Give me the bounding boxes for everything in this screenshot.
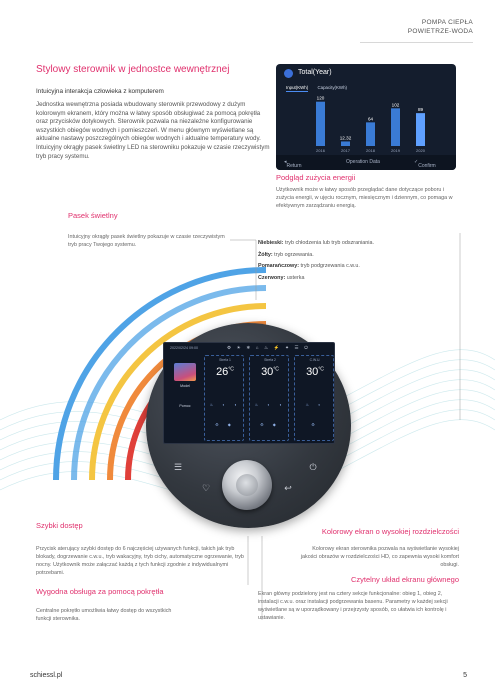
zone-temp-unit: °C	[318, 366, 324, 373]
confirm-button[interactable]: ✓ Confirm	[414, 159, 436, 169]
section-title: Stylowy sterownik w jednostce wewnętrznej	[36, 64, 230, 75]
footer-website[interactable]: schiessl.pl	[30, 672, 63, 679]
zone-temp-value: 30	[261, 366, 274, 378]
color-name: Pomarańczowy:	[258, 263, 300, 269]
page-number: 5	[463, 672, 467, 679]
zone-2[interactable]	[249, 355, 289, 441]
status-icons: ⚙ ☀ ❄ ⌂ ♨ ⚡ ✦ ☰ ⏻	[227, 345, 310, 350]
section-subtitle: Intuicyjna interakcja człowieka z komputerem	[36, 88, 164, 95]
zone-temperature	[250, 366, 290, 378]
zone-1[interactable]	[204, 355, 244, 441]
light-bar-body: Intuicyjny okrągły pasek świetlny pokazuje w czasie rzeczywistym tryb pracy Twojego systemu.	[68, 234, 225, 248]
zone-icons-2: ⚙ ◆	[260, 422, 280, 427]
chart-category-label: 2020	[416, 148, 425, 153]
controller-screen	[163, 342, 335, 444]
screen-title: Total(Year)	[298, 69, 332, 76]
intro-paragraph: Jednostka wewnętrzna posiada wbudowany sterownik przewodowy z dużym kolorowym ekranem, który można w łatwy sposób obsługiwać za pomocą pokrętła oraz przycisków dotykowych. Sterownik pozwala na niezależne konfigurowanie wszystkich obiegów wodnych i pomieszczeń. W menu głównym wyświetlane są aktualne nastawy poszczególnych obiegów wodnych i aktualne temperatury wody. Intuicyjny okrągły pasek świetlny LED na sterowniku pokazuje w czasie rzeczywistym tryb pracy systemu.	[36, 101, 270, 160]
main-layout-title: Czytelny układ ekranu głównego	[351, 575, 459, 584]
back-icon[interactable]: ↩	[284, 483, 292, 493]
color-item-orange	[258, 261, 374, 273]
power-icon[interactable]: ⏻	[309, 462, 317, 472]
zone-temperature	[205, 366, 245, 378]
house-icon	[174, 363, 196, 381]
chart-category-label: 2017	[341, 148, 350, 153]
zone-icons-2: ⚙	[311, 422, 319, 427]
header-divider	[360, 42, 473, 43]
rotary-knob[interactable]	[222, 460, 272, 510]
color-item-yellow	[258, 250, 374, 262]
color-desc: tryb ogrzewania.	[272, 251, 314, 258]
quick-access-body: Przycisk aterujący szybki dostęp do 6 najczęściej używanych funkcji, takich jak tryb blokady, dogrzewanie c.w.u., tryb wakacyjny, tryb cichy, automatyczne ogrzewanie, tryb nocny. Użytkownik może załączać każdą z tych funkcji zgodnie z indywidualnymi potrzebami.	[36, 546, 244, 576]
zone-dhw[interactable]	[294, 355, 334, 441]
chart-category-label: 2016	[316, 148, 325, 153]
knob-control-title: Wygodna obsługa za pomocą pokrętła	[36, 587, 164, 596]
zone-temp-unit: °C	[228, 366, 234, 373]
zone-icons: ♨ ◐	[305, 402, 325, 407]
help-label: Pomoc	[179, 404, 191, 408]
color-desc: usterka	[285, 274, 305, 281]
chart-value-label: 102	[391, 102, 400, 108]
color-legend	[258, 238, 374, 284]
color-desc: tryb chłodzenia lub tryb odszraniania.	[283, 240, 374, 246]
zone-icons-2: ⚙ ◆	[215, 422, 235, 427]
header-line-1: POMPA CIEPŁA	[421, 19, 473, 26]
zone-icons: ♨ ◐ ◑	[254, 402, 286, 407]
light-bar-title: Pasek świetlny	[68, 211, 118, 220]
chart-category-label: 2019	[391, 148, 400, 153]
color-item-red	[258, 273, 374, 285]
zone-temp-value: 26	[216, 366, 229, 378]
knob-control-body: Centralne pokrętło umożliwia łatwy dostęp do wszystkich funkcji sterownika.	[36, 608, 172, 622]
chart-value-label: 12.32	[339, 135, 352, 141]
zone-label: C.W.U.	[309, 358, 321, 362]
quick-access-title: Szybki dostęp	[36, 521, 83, 530]
zone-label: Strefa 1	[219, 358, 231, 362]
energy-preview-body: Użytkownik może w łatwy sposób przeglądać dane dotyczące poboru i zużycia energii, w ujęciu rocznym, miesięcznym i dziennym, co pomaga w efektywnym zarządzaniu energią.	[276, 187, 453, 209]
color-desc: tryb podgrzewania c.w.u.	[299, 263, 360, 269]
color-item-blue	[258, 238, 374, 250]
knob-center	[236, 474, 258, 496]
color-name: Niebieski:	[258, 240, 284, 246]
energy-bar-chart	[276, 90, 456, 155]
clock-icon	[284, 69, 293, 78]
return-label: Return	[286, 163, 302, 169]
zone-icons: ♨ ◐ ◑	[209, 402, 241, 407]
chart-bar	[391, 108, 400, 146]
zone-temp-value: 30	[306, 366, 319, 378]
mode-label: Model	[180, 384, 190, 388]
tab-input[interactable]: Input(KWh)	[286, 85, 309, 90]
screen-status-bar	[164, 343, 334, 353]
chart-value-label: 120	[316, 95, 325, 101]
chart-bar	[366, 122, 375, 146]
status-time: 2022/02/24 09:00	[170, 346, 198, 350]
chart-category-label: 2018	[366, 148, 375, 153]
return-button[interactable]: ◂ Return	[284, 159, 302, 169]
energy-preview-title: Podgląd zużycia energii	[276, 173, 356, 182]
confirm-label: Confirm	[418, 163, 436, 169]
heart-icon[interactable]: ♡	[201, 483, 211, 493]
operation-data-label: Operation Data	[346, 159, 380, 165]
header-line-2: POWIETRZE-WODA	[407, 28, 473, 35]
main-layout-body: Ekran główny podzielony jest na cztery sekcje funkcjonalne: obieg 1, obieg 2, instalacji c.w.u. oraz instalacji podgrzewania basenu. Parametry w każdej sekcji wyświetlane są w uporządkowany i przejrzysty sposób, co ułatwia ich kontrolę i ustawianie.	[258, 591, 448, 621]
color-name: Czerwony:	[258, 274, 286, 281]
chart-value-label: 89	[417, 107, 424, 113]
chart-bar	[316, 102, 325, 146]
page-header	[408, 18, 473, 36]
mode-panel[interactable]	[170, 363, 200, 408]
menu-icon[interactable]: ☰	[173, 462, 183, 472]
chart-value-label: 64	[367, 116, 374, 122]
energy-screen-panel	[276, 64, 456, 170]
color-name: Żółty:	[258, 251, 273, 258]
color-screen-body: Kolorowy ekran sterownika pozwala na wyświetlanie wysokiej jakości obrazów w rozdzielczości HD, co zapewnia wysoki komfort obsługi.	[300, 546, 459, 568]
zone-temperature	[295, 366, 335, 378]
color-screen-title: Kolorowy ekran o wysokiej rozdzielczości	[321, 527, 459, 536]
zone-temp-unit: °C	[273, 366, 279, 373]
chart-bar	[341, 141, 350, 146]
chart-bar	[416, 113, 425, 146]
zone-label: Strefa 2	[264, 358, 276, 362]
tab-capacity[interactable]: Capacity(KWh)	[317, 85, 347, 90]
screen-footer	[276, 155, 456, 170]
